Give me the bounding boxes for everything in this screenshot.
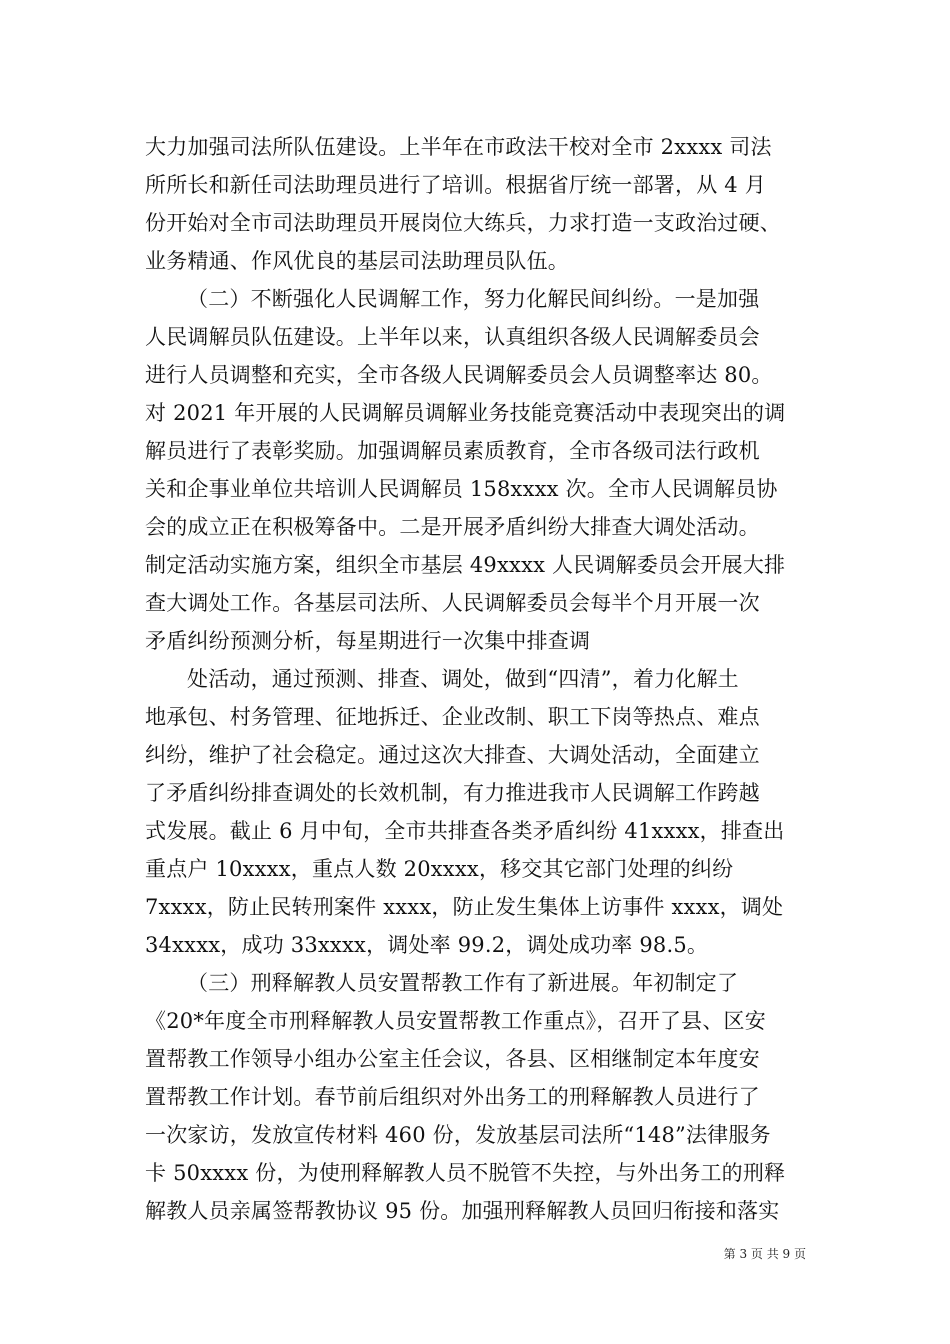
text-line: 进行人员调整和充实，全市各级人民调解委员会人员调整率达 80。: [145, 363, 773, 387]
text-line: 人民调解员队伍建设。上半年以来，认真组织各级人民调解委员会: [145, 325, 760, 349]
text-line: 地承包、村务管理、征地拆迁、企业改制、职工下岗等热点、难点: [145, 705, 760, 729]
text-line: 纠纷，维护了社会稳定。通过这次大排查、大调处活动，全面建立: [145, 743, 760, 767]
text-line: 解教人员亲属签帮教协议 95 份。加强刑释解教人员回归衔接和落实: [145, 1199, 780, 1223]
text-line: 矛盾纠纷预测分析，每星期进行一次集中排查调: [145, 629, 591, 653]
text-line: 查大调处工作。各基层司法所、人民调解委员会每半个月开展一次: [145, 591, 760, 615]
text-line: 置帮教工作计划。春节前后组织对外出务工的刑释解教人员进行了: [145, 1085, 760, 1109]
text-line: 大力加强司法所队伍建设。上半年在市政法干校对全市 2xxxx 司法: [145, 135, 772, 159]
text-line: 制定活动实施方案，组织全市基层 49xxxx 人民调解委员会开展大排: [145, 553, 786, 577]
paragraph-start-line: 处活动，通过预测、排查、调处，做到“四清”，着力化解土: [187, 667, 739, 691]
text-line: 7xxxx，防止民转刑案件 xxxx，防止发生集体上访事件 xxxx，调处: [145, 895, 784, 919]
text-line: 业务精通、作风优良的基层司法助理员队伍。: [145, 249, 569, 273]
text-line: 一次家访，发放宣传材料 460 份，发放基层司法所“148”法律服务: [145, 1123, 771, 1147]
text-line: 份开始对全市司法助理员开展岗位大练兵，力求打造一支政治过硬、: [145, 211, 781, 235]
text-line: 34xxxx，成功 33xxxx，调处率 99.2，调处成功率 98.5。: [145, 933, 709, 957]
text-line: 了矛盾纠纷排查调处的长效机制，有力推进我市人民调解工作跨越: [145, 781, 760, 805]
text-line: 置帮教工作领导小组办公室主任会议，各县、区相继制定本年度安: [145, 1047, 760, 1071]
text-line: 解员进行了表彰奖励。加强调解员素质教育，全市各级司法行政机: [145, 439, 760, 463]
page-number: 第 3 页 共 9 页: [723, 1247, 806, 1261]
text-line: 式发展。截止 6 月中旬，全市共排查各类矛盾纠纷 41xxxx，排查出: [145, 819, 785, 843]
text-line: 《20*年度全市刑释解教人员安置帮教工作重点》，召开了县、区安: [145, 1009, 766, 1033]
paragraph-start-line: （二）不断强化人民调解工作，努力化解民间纠纷。一是加强: [187, 287, 760, 311]
text-line: 关和企事业单位共培训人民调解员 158xxxx 次。全市人民调解员协: [145, 477, 778, 501]
paragraph-start-line: （三）刑释解教人员安置帮教工作有了新进展。年初制定了: [187, 971, 739, 995]
text-line: 所所长和新任司法助理员进行了培训。根据省厅统一部署，从 4 月: [145, 173, 766, 197]
text-line: 卡 50xxxx 份，为使刑释解教人员不脱管不失控，与外出务工的刑释: [145, 1161, 786, 1185]
text-line: 会的成立正在积极筹备中。二是开展矛盾纠纷大排查大调处活动。: [145, 515, 760, 539]
text-line: 重点户 10xxxx，重点人数 20xxxx，移交其它部门处理的纠纷: [145, 857, 734, 881]
text-line: 对 2021 年开展的人民调解员调解业务技能竞赛活动中表现突出的调: [145, 401, 786, 425]
